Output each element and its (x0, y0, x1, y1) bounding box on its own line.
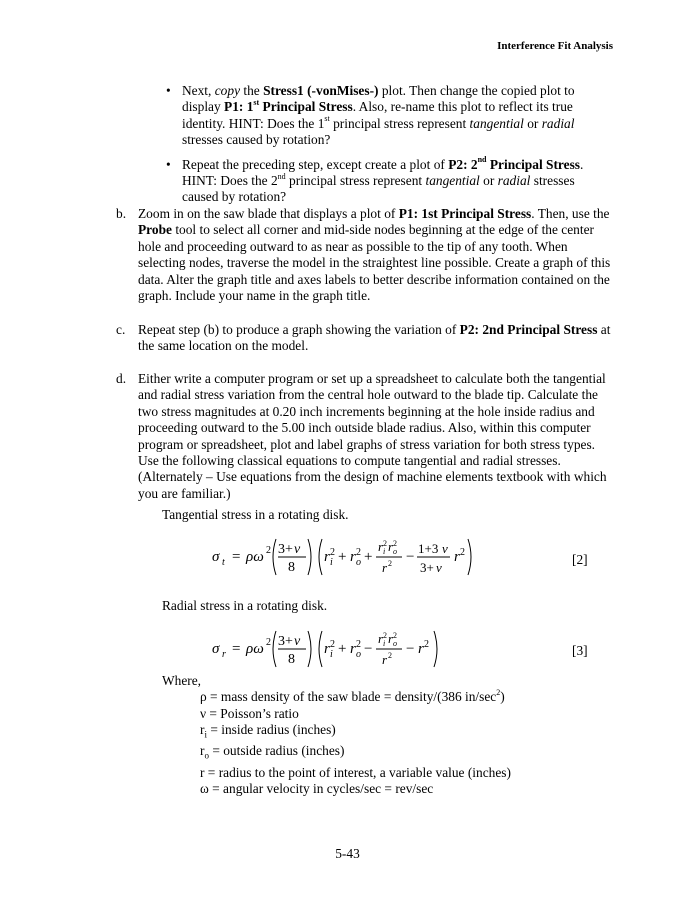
svg-text:−: − (406, 549, 415, 565)
text-run: r (200, 743, 205, 759)
svg-text:2: 2 (356, 547, 361, 558)
step-label: c. (116, 322, 126, 337)
text-run: st (324, 114, 330, 124)
svg-text:2: 2 (330, 639, 335, 650)
text-run: copy (214, 83, 241, 98)
text-run: o (204, 751, 209, 762)
text-run: . Then, use the (531, 206, 610, 221)
tangential-stress-equation (212, 527, 512, 587)
text-run: P2: 2 (448, 156, 478, 172)
step-text (138, 206, 610, 303)
svg-text:r: r (418, 641, 424, 657)
step-c (116, 322, 616, 355)
svg-text:o: o (356, 649, 361, 660)
svg-text:i: i (383, 639, 386, 648)
step-d (116, 371, 616, 502)
svg-text:8: 8 (288, 652, 295, 667)
text-run: = inside radius (inches) (206, 722, 336, 738)
page-number: 5-43 (335, 846, 360, 861)
equation-number: [2] (572, 552, 588, 567)
text-run: r (200, 722, 205, 738)
svg-text:2: 2 (383, 539, 387, 548)
svg-text:=: = (232, 549, 241, 565)
svg-text:2: 2 (266, 545, 271, 556)
text-run: radial (541, 115, 575, 131)
svg-text:ν: ν (442, 541, 448, 556)
svg-text:σ: σ (212, 549, 220, 565)
bullet-text (182, 83, 575, 147)
svg-text:r: r (222, 649, 226, 660)
bullet-list (166, 83, 614, 214)
definition-item (200, 706, 511, 723)
text-run: tangential (425, 173, 480, 189)
step-b (116, 206, 616, 304)
svg-text:1+3: 1+3 (418, 541, 439, 556)
svg-text:−: − (364, 641, 373, 657)
svg-text:r: r (454, 549, 460, 565)
text-run: Zoom in on the saw blade that displays a plot of (138, 206, 399, 221)
bullet-text (182, 157, 583, 205)
svg-text:i: i (330, 649, 333, 660)
svg-text:3+: 3+ (278, 542, 293, 557)
svg-text:ρω: ρω (246, 549, 264, 565)
definition-item (200, 765, 511, 782)
text-run: stresses caused by rotation? (182, 132, 331, 148)
text-run: = outside radius (inches) (208, 743, 345, 759)
svg-text:σ: σ (212, 641, 220, 657)
text-run: ρ = mass density of the saw blade = density/(386 in/sec (200, 689, 497, 704)
svg-text:r: r (350, 641, 356, 657)
bullet-dot-icon: • (166, 156, 171, 172)
svg-text:ν: ν (436, 560, 442, 575)
svg-text:o: o (356, 557, 361, 568)
svg-text:8: 8 (288, 560, 295, 575)
text-run: tangential (469, 115, 524, 131)
text-run: ν = Poisson’s ratio (200, 705, 299, 721)
radial-stress-equation (212, 619, 512, 679)
text-run: Principal Stress (486, 156, 580, 172)
step-label: b. (116, 206, 127, 221)
svg-text:r: r (378, 631, 384, 646)
tangential-stress-label: Tangential stress in a rotating disk. (162, 507, 349, 522)
svg-text:2: 2 (383, 631, 387, 640)
svg-text:r: r (382, 560, 388, 575)
text-run: ω = angular velocity in cycles/sec = rev/sec (200, 781, 434, 797)
svg-text:r: r (378, 539, 384, 554)
svg-text:r: r (350, 549, 356, 565)
text-run: the (240, 83, 264, 98)
bullet-item (166, 83, 614, 149)
bullet-item (166, 155, 614, 206)
text-run: . Also, re-name this plot to reflect its true identity. HINT: Does the 1 (182, 99, 573, 131)
step-text (138, 371, 607, 501)
text-run: P1: 1 (224, 99, 254, 115)
text-run: P1: 1st Principal Stress (398, 206, 532, 221)
definition-item (200, 689, 511, 706)
bullet-dot-icon: • (166, 83, 171, 98)
svg-text:2: 2 (424, 639, 429, 650)
svg-text:3+: 3+ (420, 560, 434, 575)
svg-text:i: i (383, 547, 386, 556)
svg-text:2: 2 (356, 639, 361, 650)
svg-text:2: 2 (460, 547, 465, 558)
radial-stress-label: Radial stress in a rotating disk. (162, 598, 328, 613)
variable-definitions (200, 689, 511, 798)
running-header: Interference Fit Analysis (497, 40, 613, 52)
where-label: Where, (162, 673, 202, 688)
svg-text:r: r (324, 641, 330, 657)
text-run: . HINT: Does the 2 (182, 156, 584, 189)
svg-text:+: + (364, 549, 373, 565)
text-run: r = radius to the point of interest, a variable value (inches) (200, 764, 511, 780)
svg-text:o: o (393, 639, 397, 648)
svg-text:i: i (330, 557, 333, 568)
svg-text:+: + (338, 641, 347, 657)
svg-text:r: r (382, 652, 388, 667)
equation-number: [3] (572, 643, 588, 658)
svg-text:r: r (388, 631, 394, 646)
text-run: Principal Stress (259, 99, 353, 115)
text-run: or (479, 173, 498, 189)
text-run: tool to select all corner and mid-side nodes beginning at the edge of the center hole and proceeding outward to as near as possible to the tip of any tooth. When selecting nodes, traverse the model in the straightest line possible. Create a graph of this data. Alter the graph title and axes labels to better describe information contained on the graph. Include your name in the graph title. (138, 222, 611, 304)
svg-text:o: o (393, 547, 397, 556)
svg-text:2: 2 (330, 547, 335, 558)
text-run: Either write a computer program or set up a spreadsheet to calculate both the tangential and radial stress variation from the central hole outward to the blade tip. Calculate the two stress magnitudes at 0.20 inch increments beginning at the hole inside radius and proceeding outward to the 5.00 inch outside blade radius. Also, within this computer program or spreadsheet, plot and label graphs of stress variation for both stress types. Use the following classical equations to compute tangential and radial stresses. (Alternately – Use equations from the design of machine elements textbook with which you are familiar.) (138, 371, 607, 501)
text-run: principal stress represent (329, 115, 470, 131)
svg-text:t: t (222, 557, 225, 568)
svg-text:r: r (388, 539, 394, 554)
text-run: nd (477, 155, 487, 165)
svg-text:−: − (406, 641, 415, 657)
step-text (138, 322, 610, 353)
text-run: principal stress represent (285, 173, 426, 189)
text-run: i (204, 729, 207, 740)
text-run: Stress1 (-vonMises-) (263, 83, 379, 98)
svg-text:ρω: ρω (246, 641, 264, 657)
text-run: radial (497, 173, 531, 189)
svg-text:2: 2 (388, 651, 392, 660)
text-run: or (523, 115, 542, 131)
svg-text:ν: ν (294, 542, 301, 557)
svg-text:2: 2 (393, 631, 397, 640)
svg-text:2: 2 (266, 637, 271, 648)
definition-item (200, 743, 511, 764)
step-label: d. (116, 371, 127, 386)
text-run: Next, (182, 83, 215, 98)
text-run: ) (500, 689, 505, 704)
text-run: at the same location on the model. (138, 322, 611, 354)
text-run: Repeat the preceding step, except create a plot of (182, 156, 449, 172)
svg-text:2: 2 (388, 559, 392, 568)
svg-text:ν: ν (294, 634, 301, 649)
text-run: stresses caused by rotation? (182, 173, 575, 205)
text-run: 2 (496, 687, 501, 697)
text-run: st (253, 97, 260, 107)
text-run: nd (277, 171, 286, 181)
svg-text:+: + (338, 549, 347, 565)
svg-text:=: = (232, 641, 241, 657)
definition-item (200, 781, 511, 798)
svg-text:3+: 3+ (278, 634, 293, 649)
text-run: plot. Then change the copied plot to display (182, 83, 575, 115)
text-run: Probe (138, 222, 172, 238)
svg-text:r: r (324, 549, 330, 565)
svg-text:2: 2 (393, 539, 397, 548)
text-run: P2: 2nd Principal Stress (459, 322, 598, 337)
text-run: Repeat step (b) to produce a graph showing the variation of (138, 322, 460, 337)
definition-item (200, 722, 511, 743)
